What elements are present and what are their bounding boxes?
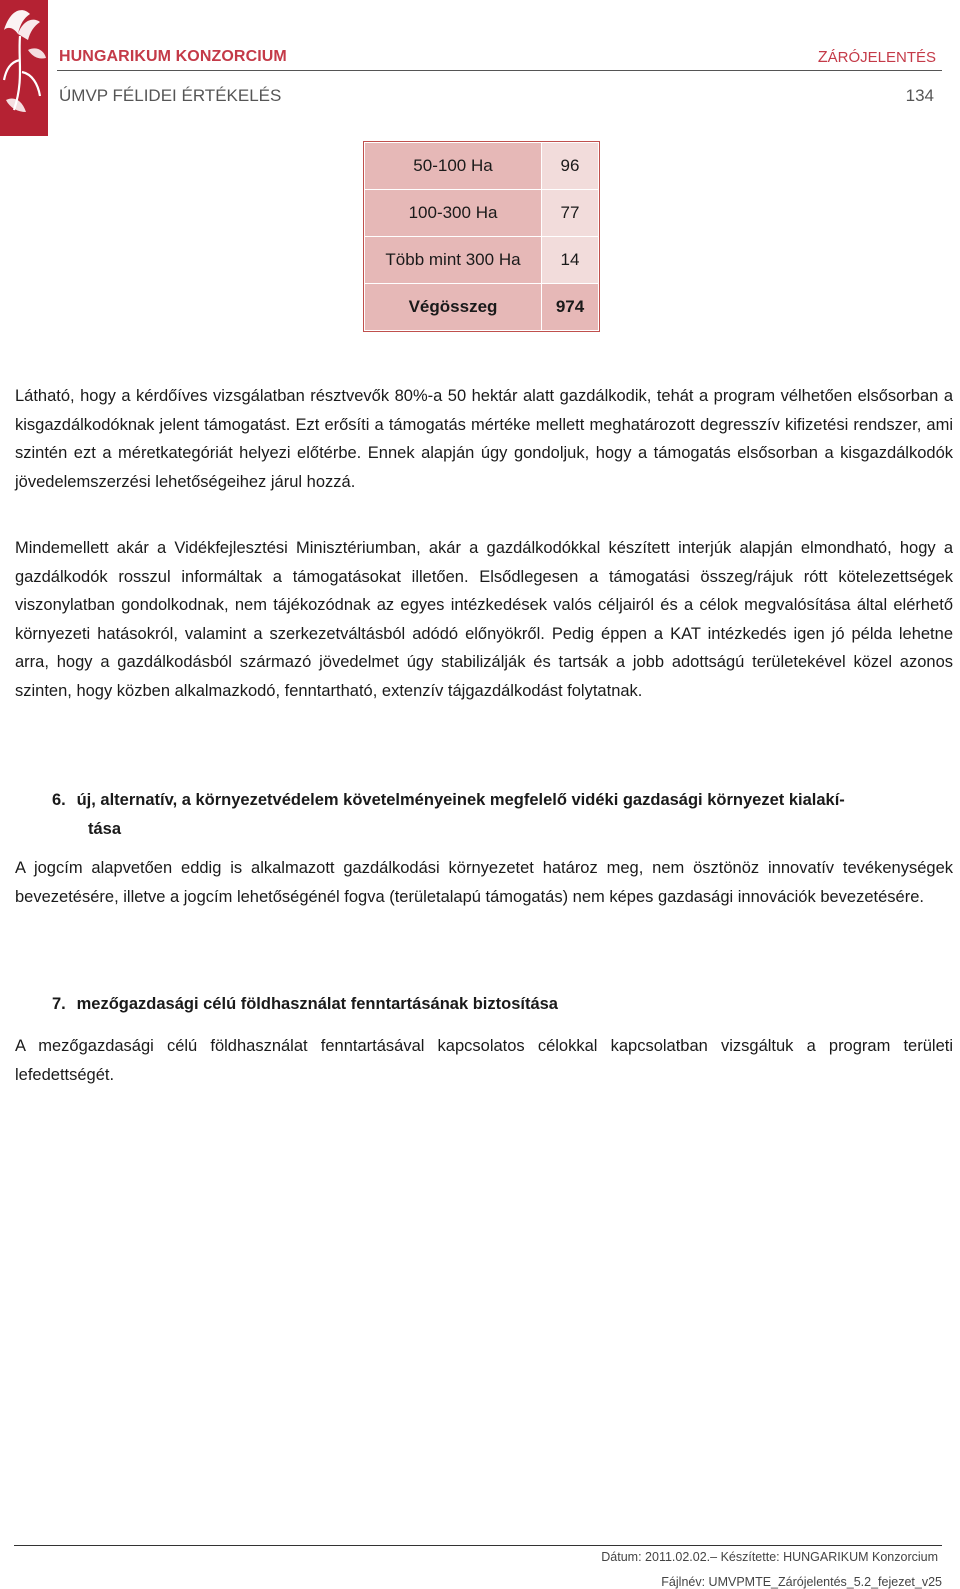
section-number: 6.: [52, 791, 66, 809]
section-title: mezőgazdasági célú földhasználat fenntartásának biztosítása: [76, 995, 558, 1013]
paragraph-1: Látható, hogy a kérdőíves vizsgálatban résztvevők 80%-a 50 hektár alatt gazdálkodik, tehát a program vélhetően elsősorban a kisgazdálkodóknak jelent támogatást. Ezt erősíti a támogatás mértéke mellett meghatározott degresszív kifizetési rendszer, ami szintén ezt a méretkategóriát helyezi előtérbe. Ennek alapján úgy gondoljuk, hogy a támogatás elsősorban a kisgazdálkodók jövedelemszerzési lehetőségeihez járul hozzá.: [15, 387, 953, 491]
farm-size-table: [364, 142, 599, 331]
tulip-emblem-icon: [0, 0, 48, 136]
table-cell-label: 100-300 Ha: [365, 190, 542, 237]
doc-type-rest: ÁRÓJELENTÉS: [827, 49, 936, 66]
table-row: [365, 143, 599, 190]
table-cell-value: 96: [542, 143, 599, 190]
table-total-label: Végösszeg: [365, 284, 542, 331]
section-heading-7: [52, 990, 952, 1019]
header-document-type: [818, 49, 936, 67]
section-number: 7.: [52, 995, 66, 1013]
table-cell-label: 50-100 Ha: [365, 143, 542, 190]
paragraph-2: Mindemellett akár a Vidékfejlesztési Minisztériumban, akár a gazdálkodókkal készített interjúk alapján elmondható, hogy a gazdálkodók rosszul informáltak a támogatásokat illetően. Elsődlegesen a támogatási összeg/rájuk rótt kötelezettségek viszonylatban gondolkodnak, nem tájékozódnak az egyes intézkedések valós céljairól és a célok megvalósítása által elérhető környezeti hatásokról, valamint a szerkezetváltásból adódó előnyökről. Pedig éppen a KAT intézkedés igen jó példa lehetne arra, hogy a gazdálkodásból származó jövedelmet úgy stabilizálják és tartsák a jobb adottságú területekével közel azonos szinten, hogy közben alkalmazkodó, fenntartható, extenzív tájgazdálkodást folytatnak.: [15, 539, 953, 700]
section-heading-6: [52, 786, 952, 843]
table-total-row: [365, 284, 599, 331]
paragraph-3: A jogcím alapvetően eddig is alkalmazott gazdálkodási környezetet határoz meg, nem ösztönöz innovatív tevékenységek bevezetésére, illetve a jogcím lehetőségénél fogva (területalapú támogatás) nem képes gazdasági innovációk bevezetésére.: [15, 859, 953, 906]
page-number: 134: [905, 86, 934, 105]
section-title-line1: új, alternatív, a környezetvédelem követelményeinek megfelelő vidéki gazdasági környezet kialakí-: [76, 791, 845, 809]
header-subtitle: ÚMVP FÉLIDEI ÉRTÉKELÉS: [59, 86, 282, 105]
header-organization: HUNGARIKUM KONZORCIUM: [59, 48, 287, 65]
paragraph-4: A mezőgazdasági célú földhasználat fenntartásával kapcsolatos célokkal kapcsolatban vizsgáltuk a program területi lefedettségét.: [15, 1037, 953, 1084]
table-row: [365, 190, 599, 237]
table-cell-value: 77: [542, 190, 599, 237]
consortium-logo: [0, 0, 48, 136]
doc-type-initial: Z: [817, 49, 828, 66]
table-cell-value: 14: [542, 237, 599, 284]
table-cell-label: Több mint 300 Ha: [365, 237, 542, 284]
footer-date-author: Dátum: 2011.02.02.– Készítette: HUNGARIKUM Konzorcium: [601, 1550, 938, 1564]
table-total-value: 974: [542, 284, 599, 331]
table-row: [365, 237, 599, 284]
header-divider: [57, 70, 942, 71]
section-title-line2: tása: [88, 819, 122, 838]
footer-divider: [14, 1545, 942, 1546]
footer-filename: Fájlnév: UMVPMTE_Zárójelentés_5.2_fejezet_v25: [661, 1575, 942, 1589]
